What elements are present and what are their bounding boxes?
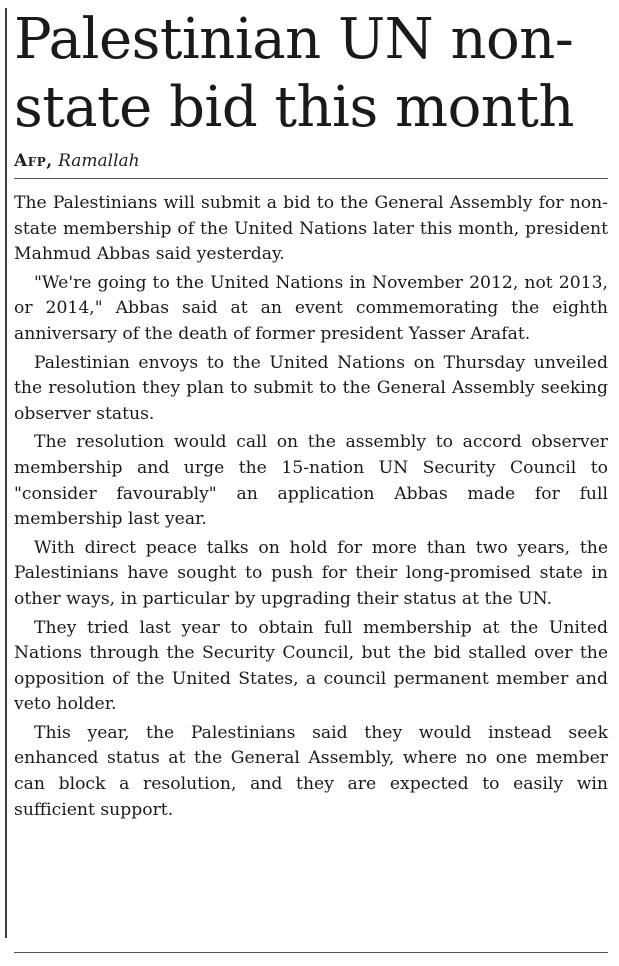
- paragraph-3: Palestinian envoys to the United Nations on Thursday unveiled the resolution they plan to submit to the General Assembly seeking observer status.: [14, 352, 608, 424]
- byline-agency: Afp,: [14, 151, 53, 171]
- paragraph-2: "We're going to the United Nations in November 2012, not 2013, or 2014," Abbas said at an event commemorating the eighth anniversary of the death of former president Yasser Arafat.: [14, 272, 608, 344]
- paragraph-4: The resolution would call on the assembly to accord observer membership and urge the 15-nation UN Security Council to "consider favourably" an application Abbas made for full membership last year.: [14, 432, 608, 530]
- paragraph-7: This year, the Palestinians said they would instead seek enhanced status at the General Assembly, where no one member can block a resolution, and they are expected to easily win sufficient support.: [14, 722, 608, 820]
- headline-line-1: Palestinian UN non-: [14, 7, 574, 72]
- bottom-divider: [14, 952, 608, 953]
- headline: [14, 6, 608, 142]
- paragraph-1: The Palestinians will submit a bid to the General Assembly for non-state membership of the United Nations later this month, president Mahmud Abbas said yesterday.: [14, 193, 608, 265]
- byline-divider: [14, 178, 608, 179]
- byline-location: Ramallah: [58, 151, 140, 171]
- byline: [14, 150, 608, 172]
- article-body: [14, 191, 608, 823]
- news-article: [14, 6, 608, 826]
- column-rule-left: [5, 8, 7, 938]
- paragraph-5: With direct peace talks on hold for more than two years, the Palestinians have sought to push for their long-promised state in other ways, in particular by upgrading their status at the UN.: [14, 537, 608, 609]
- headline-line-2: state bid this month: [14, 75, 574, 140]
- paragraph-6: They tried last year to obtain full membership at the United Nations through the Security Council, but the bid stalled over the opposition of the United States, a council permanent member and veto holder.: [14, 617, 608, 715]
